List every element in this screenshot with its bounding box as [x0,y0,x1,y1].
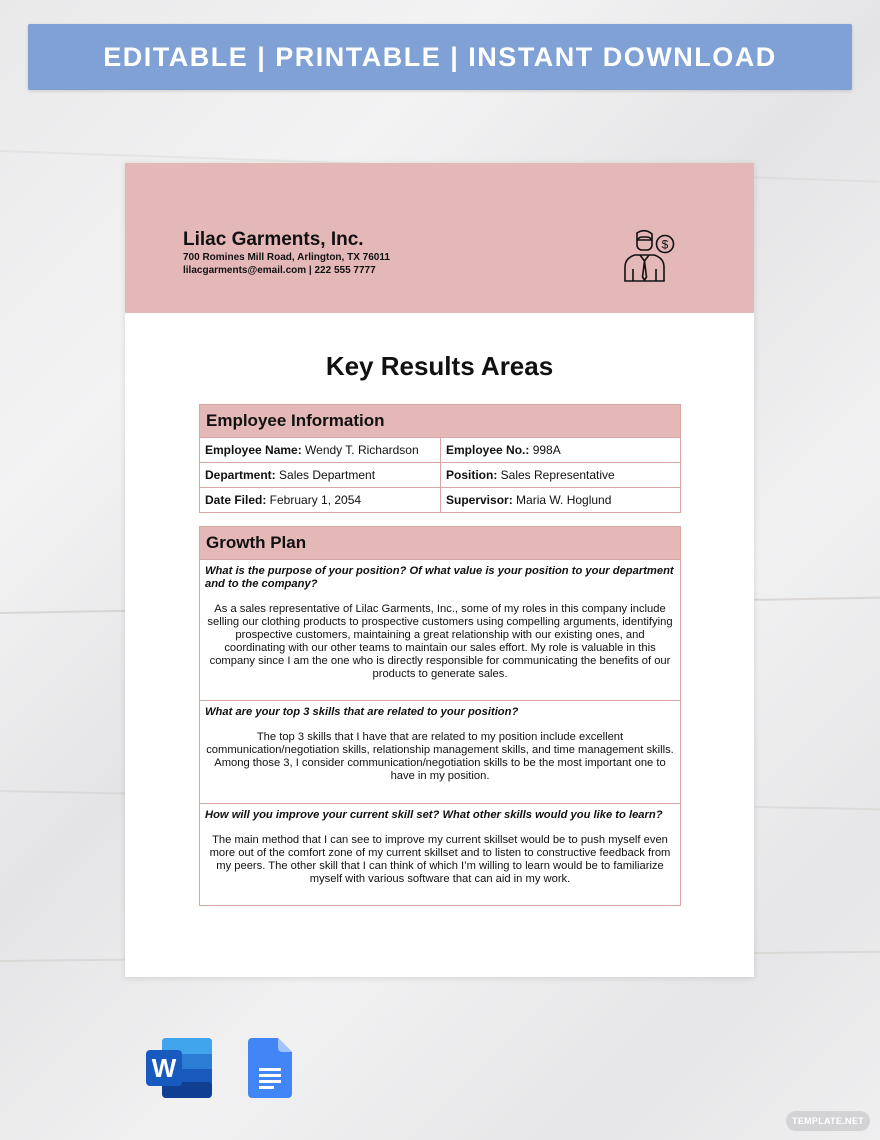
position-cell: Position: Sales Representative [440,463,680,487]
growth-plan-table [199,526,681,906]
answer-text: The top 3 skills that I have that are related to my position include excellent communication/negotiation skills, relationship management skills, and time management skills. Among those 3, I consider communication/negotiation skills to be the most important one to have in my position. [206,731,674,782]
question-block [200,701,680,804]
question-text: What are your top 3 skills that are related to your position? [205,706,519,718]
supervisor-cell: Supervisor: Maria W. Hoglund [440,488,680,512]
table-row [200,463,680,488]
section-heading: Employee Information [200,405,680,438]
employee-number-cell: Employee No.: 998A [440,438,680,462]
date-filed-cell: Date Filed: February 1, 2054 [205,493,362,507]
document-title: Key Results Areas [325,351,554,381]
svg-text:$: $ [661,237,669,252]
document-header [125,163,754,313]
microsoft-word-icon[interactable] [146,1038,212,1098]
table-row [200,488,680,512]
word-letter: W [151,1053,177,1083]
department-cell: Department: Sales Department [205,468,376,482]
answer-text: The main method that I can see to improve my current skillset would be to push myself even more out of the comfort zone of my current skillset and to listen to constructive feedback from my peers. The other skill that I can think of which I’m willing to learn would be to familiarize myself with various software that can aid in my work. [209,834,671,885]
table-row [200,438,680,463]
section-heading: Growth Plan [200,527,680,560]
company-address: 700 Romines Mill Road, Arlington, TX 76011 [183,252,390,263]
company-name: Lilac Garments, Inc. [183,229,364,250]
document-preview [125,163,754,977]
brand-badge: TEMPLATE.NET [786,1111,870,1131]
question-text: How will you improve your current skill set? What other skills would you like to learn? [205,809,663,821]
businessman-dollar-icon [621,227,681,283]
google-docs-icon[interactable] [248,1038,292,1098]
answer-text: As a sales representative of Lilac Garments, Inc., some of my roles in this company include selling our clothing products to prospective customers using compelling arguments, identifying prospective customers, maintaining a great relationship with our existing ones, and coordinating with our other teams to maintain our sales effort. My role is valuable in this company since I am the one who is directly responsible for communicating the benefits of our products to generate sales. [207,603,673,680]
feature-banner: EDITABLE | PRINTABLE | INSTANT DOWNLOAD [28,24,852,90]
employee-info-table [199,404,681,513]
question-block [200,804,680,905]
question-text: What is the purpose of your position? Of what value is your position to your department and to the company? [205,565,674,590]
question-block [200,560,680,701]
company-contact: lilacgarments@email.com | 222 555 7777 [183,265,376,276]
employee-name-cell: Employee Name: Wendy T. Richardson [205,443,419,457]
